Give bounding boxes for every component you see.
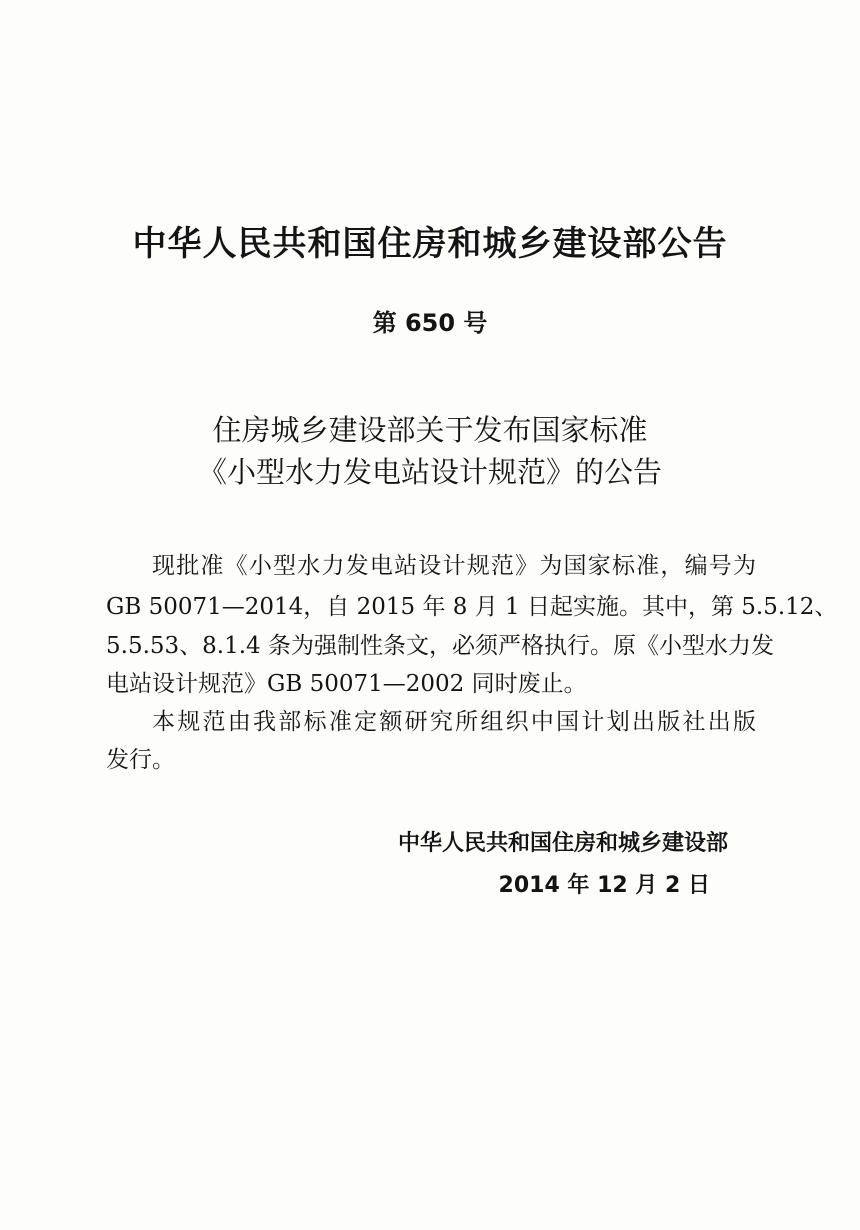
- body-paragraph-1-line-1: 现批准《小型水力发电站设计规范》为国家标准，编号为: [152, 553, 756, 579]
- body-paragraph-1-line-2: GB 50071—2014，自 2015 年 8 月 1 日起实施。其中，第 5.5.12、: [106, 594, 838, 620]
- subtitle-line-1: 住房城乡建设部关于发布国家标准: [212, 413, 648, 447]
- body-paragraph-1-line-3: 5.5.53、8.1.4 条为强制性条文，必须严格执行。原《小型水力发: [106, 633, 774, 659]
- subtitle-line-2: 《小型水力发电站设计规范》的公告: [197, 455, 662, 489]
- issue-date: 2014 年 12 月 2 日: [498, 873, 710, 898]
- announcement-title: 中华人民共和国住房和城乡建设部公告: [132, 224, 728, 264]
- body-paragraph-2-line-1: 本规范由我部标准定额研究所组织中国计划出版社出版: [152, 709, 756, 735]
- announcement-number: 第 650 号: [372, 309, 488, 337]
- body-paragraph-1-line-4: 电站设计规范》GB 50071—2002 同时废止。: [106, 671, 587, 697]
- body-paragraph-2-line-2: 发行。: [106, 747, 175, 773]
- issuer-signature: 中华人民共和国住房和城乡建设部: [397, 831, 728, 856]
